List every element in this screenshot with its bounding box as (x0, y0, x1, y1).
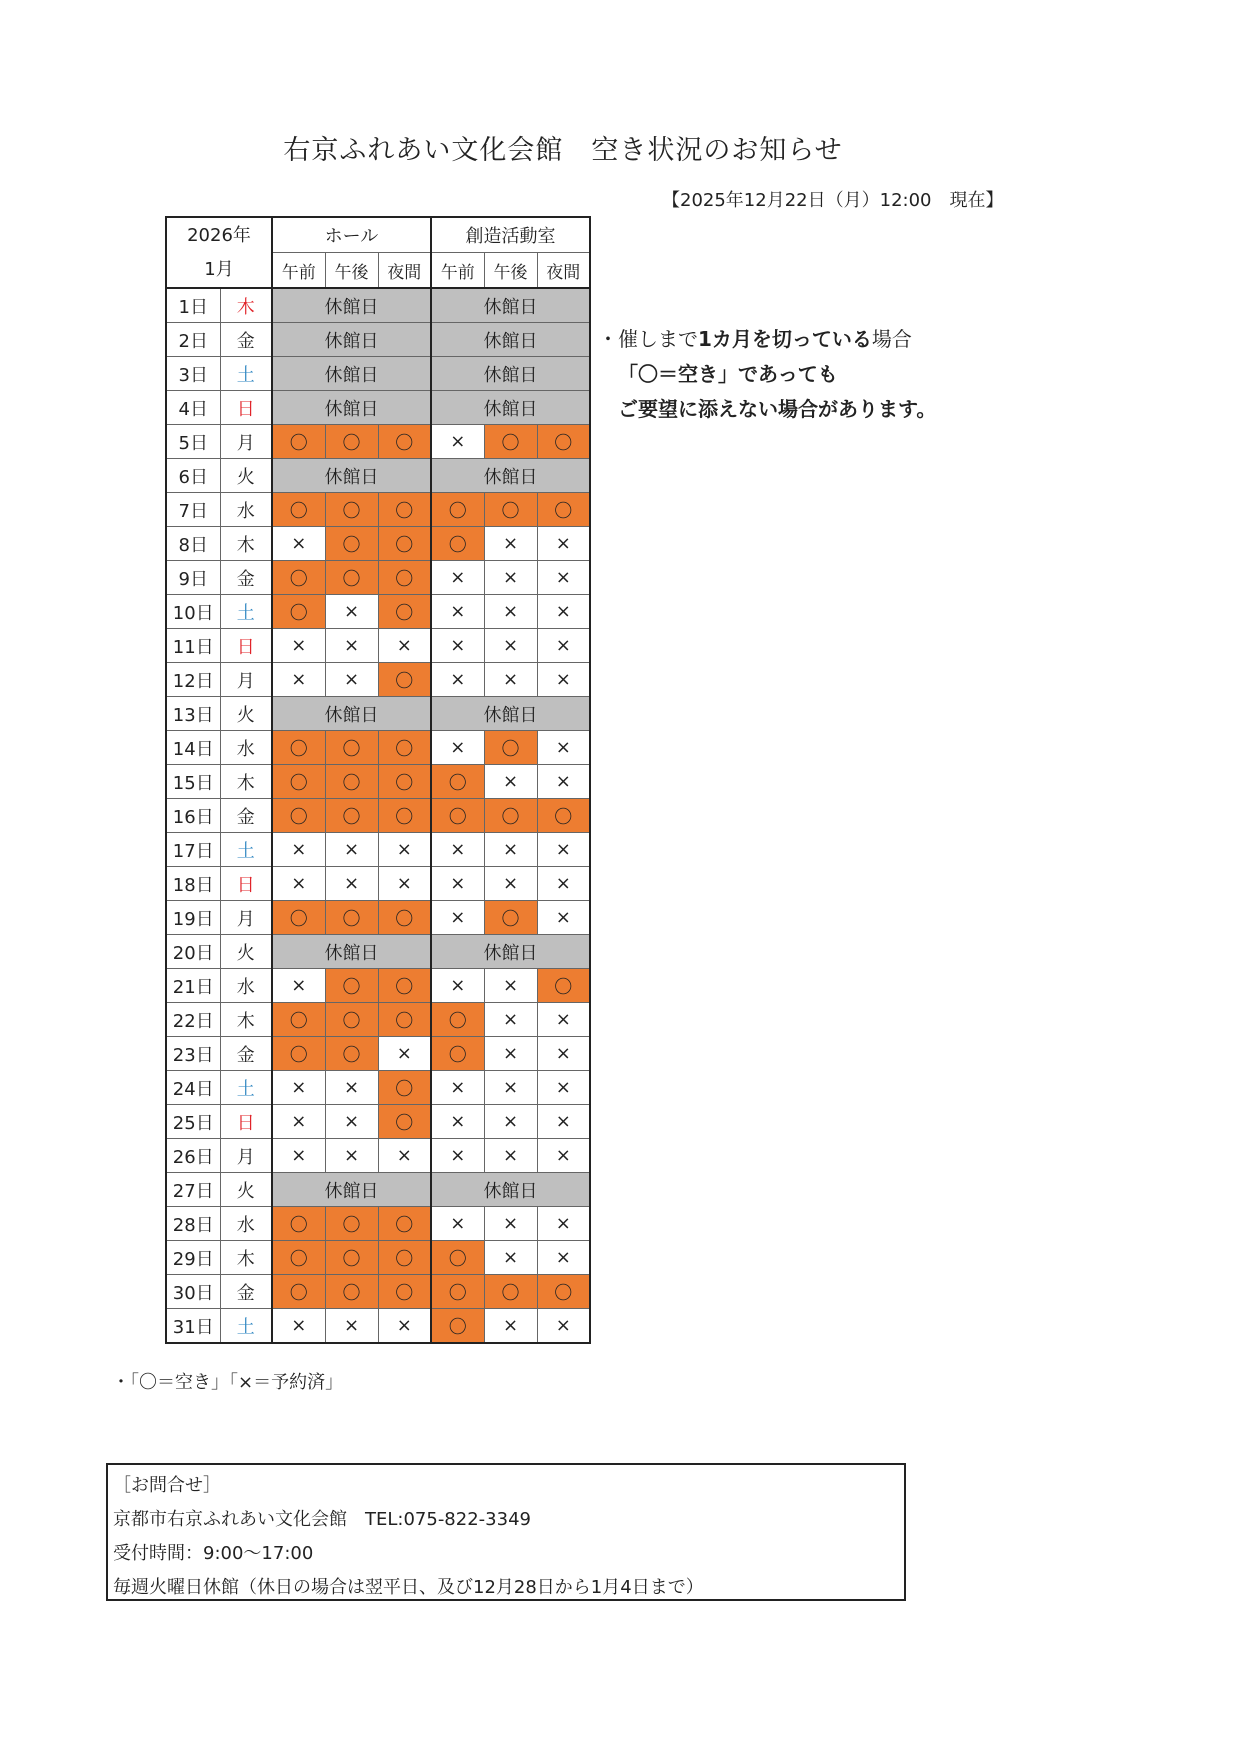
weekday-cell: 土 (220, 357, 272, 391)
available-slot: 〇 (325, 1275, 378, 1309)
contact-hours: 受付時間：9:00～17:00 (113, 1543, 314, 1564)
available-slot: 〇 (431, 765, 484, 799)
table-row (166, 1241, 590, 1275)
weekday-cell: 金 (220, 561, 272, 595)
available-slot: 〇 (431, 1309, 484, 1344)
day-cell: 22日 (166, 1003, 220, 1037)
venue-header-hall: ホール (272, 217, 431, 253)
weekday-cell: 日 (220, 629, 272, 663)
closed-day-cell: 休館日 (431, 459, 590, 493)
booked-slot: × (325, 1105, 378, 1139)
month-label: 1月 (204, 258, 234, 280)
booked-slot: × (272, 1105, 325, 1139)
booked-slot: × (431, 663, 484, 697)
table-row (166, 901, 590, 935)
available-slot: 〇 (378, 901, 431, 935)
booked-slot: × (484, 1037, 537, 1071)
day-cell: 24日 (166, 1071, 220, 1105)
booked-slot: × (537, 527, 590, 561)
weekday-cell: 火 (220, 697, 272, 731)
closed-day-cell: 休館日 (272, 357, 431, 391)
weekday-cell: 木 (220, 288, 272, 323)
year-label: 2026年 (187, 224, 251, 246)
booked-slot: × (378, 1037, 431, 1071)
available-slot: 〇 (484, 493, 537, 527)
page-title: 右京ふれあい文化会館 空き状況のお知らせ (283, 135, 843, 166)
closed-day-cell: 休館日 (431, 391, 590, 425)
table-row (166, 935, 590, 969)
weekday-cell: 日 (220, 1105, 272, 1139)
available-slot: 〇 (272, 1037, 325, 1071)
slot-header: 午後 (325, 253, 378, 289)
booked-slot: × (431, 1105, 484, 1139)
venue-header-studio: 創造活動室 (431, 217, 590, 253)
available-slot: 〇 (272, 1207, 325, 1241)
booked-slot: × (537, 1003, 590, 1037)
booked-slot: × (431, 901, 484, 935)
booked-slot: × (325, 1139, 378, 1173)
table-row (166, 425, 590, 459)
weekday-cell: 木 (220, 1003, 272, 1037)
booked-slot: × (272, 1309, 325, 1344)
weekday-cell: 日 (220, 391, 272, 425)
day-cell: 9日 (166, 561, 220, 595)
day-cell: 6日 (166, 459, 220, 493)
table-row (166, 1037, 590, 1071)
table-row (166, 1173, 590, 1207)
available-slot: 〇 (325, 527, 378, 561)
available-slot: 〇 (378, 561, 431, 595)
available-slot: 〇 (272, 425, 325, 459)
available-slot: 〇 (272, 1241, 325, 1275)
day-cell: 8日 (166, 527, 220, 561)
booked-slot: × (537, 663, 590, 697)
available-slot: 〇 (325, 493, 378, 527)
closed-day-cell: 休館日 (272, 323, 431, 357)
booked-slot: × (484, 765, 537, 799)
table-row (166, 1071, 590, 1105)
day-cell: 11日 (166, 629, 220, 663)
available-slot: 〇 (378, 1275, 431, 1309)
weekday-cell: 火 (220, 935, 272, 969)
booked-slot: × (431, 1139, 484, 1173)
available-slot: 〇 (537, 799, 590, 833)
booked-slot: × (431, 1207, 484, 1241)
booked-slot: × (484, 1241, 537, 1275)
closed-day-cell: 休館日 (272, 391, 431, 425)
available-slot: 〇 (484, 425, 537, 459)
booked-slot: × (325, 663, 378, 697)
day-cell: 14日 (166, 731, 220, 765)
available-slot: 〇 (378, 1003, 431, 1037)
table-row (166, 1207, 590, 1241)
available-slot: 〇 (484, 901, 537, 935)
weekday-cell: 金 (220, 799, 272, 833)
booked-slot: × (537, 561, 590, 595)
available-slot: 〇 (325, 1003, 378, 1037)
table-row (166, 833, 590, 867)
booked-slot: × (431, 969, 484, 1003)
notice-line-1 (598, 322, 936, 357)
table-row (166, 288, 590, 323)
available-slot: 〇 (378, 1207, 431, 1241)
booked-slot: × (431, 833, 484, 867)
day-cell: 31日 (166, 1309, 220, 1344)
available-slot: 〇 (325, 799, 378, 833)
available-slot: 〇 (272, 493, 325, 527)
table-row (166, 697, 590, 731)
booked-slot: × (484, 1003, 537, 1037)
table-row (166, 459, 590, 493)
notice-emphasis: 1カ月を切っている (698, 327, 872, 351)
day-cell: 27日 (166, 1173, 220, 1207)
closed-day-cell: 休館日 (431, 288, 590, 323)
booked-slot: × (537, 1207, 590, 1241)
closed-day-cell: 休館日 (431, 1173, 590, 1207)
available-slot: 〇 (272, 1275, 325, 1309)
available-slot: 〇 (272, 561, 325, 595)
available-slot: 〇 (272, 595, 325, 629)
booked-slot: × (325, 1309, 378, 1344)
available-slot: 〇 (272, 799, 325, 833)
booked-slot: × (537, 1139, 590, 1173)
weekday-cell: 日 (220, 867, 272, 901)
available-slot: 〇 (431, 1241, 484, 1275)
booked-slot: × (484, 663, 537, 697)
available-slot: 〇 (378, 493, 431, 527)
day-cell: 23日 (166, 1037, 220, 1071)
booked-slot: × (378, 1139, 431, 1173)
available-slot: 〇 (378, 425, 431, 459)
weekday-cell: 月 (220, 425, 272, 459)
weekday-cell: 月 (220, 1139, 272, 1173)
available-slot: 〇 (378, 1071, 431, 1105)
weekday-cell: 土 (220, 1071, 272, 1105)
booked-slot: × (431, 425, 484, 459)
contact-heading: ［お問合せ］ (113, 1475, 221, 1496)
booked-slot: × (484, 561, 537, 595)
closed-day-cell: 休館日 (431, 935, 590, 969)
available-slot: 〇 (325, 1207, 378, 1241)
slot-header: 夜間 (378, 253, 431, 289)
weekday-cell: 土 (220, 1309, 272, 1344)
day-cell: 2日 (166, 323, 220, 357)
weekday-cell: 月 (220, 663, 272, 697)
table-row (166, 765, 590, 799)
booked-slot: × (537, 595, 590, 629)
available-slot: 〇 (272, 1003, 325, 1037)
notice-suffix: 場合 (871, 327, 912, 351)
available-slot: 〇 (325, 425, 378, 459)
day-cell: 4日 (166, 391, 220, 425)
table-row (166, 867, 590, 901)
booked-slot: × (272, 629, 325, 663)
booked-slot: × (431, 1071, 484, 1105)
booked-slot: × (537, 867, 590, 901)
slot-header: 夜間 (537, 253, 590, 289)
weekday-cell: 金 (220, 1275, 272, 1309)
table-row (166, 561, 590, 595)
booked-slot: × (431, 595, 484, 629)
year-month-header (166, 217, 272, 288)
booked-slot: × (272, 527, 325, 561)
day-cell: 30日 (166, 1275, 220, 1309)
weekday-cell: 金 (220, 1037, 272, 1071)
booked-slot: × (537, 629, 590, 663)
slot-header: 午前 (272, 253, 325, 289)
table-row (166, 1003, 590, 1037)
day-cell: 20日 (166, 935, 220, 969)
available-slot: 〇 (378, 1105, 431, 1139)
booked-slot: × (484, 1309, 537, 1344)
contact-closure: 毎週火曜日休館（休日の場合は翌平日、及び12月28日から1月4日まで） (113, 1577, 704, 1598)
available-slot: 〇 (431, 527, 484, 561)
available-slot: 〇 (431, 1275, 484, 1309)
available-slot: 〇 (378, 1241, 431, 1275)
weekday-cell: 木 (220, 527, 272, 561)
table-row (166, 357, 590, 391)
available-slot: 〇 (431, 1037, 484, 1071)
day-cell: 10日 (166, 595, 220, 629)
table-row (166, 629, 590, 663)
booked-slot: × (484, 1071, 537, 1105)
table-row (166, 493, 590, 527)
table-row (166, 1105, 590, 1139)
contact-box (106, 1463, 906, 1601)
closed-day-cell: 休館日 (272, 459, 431, 493)
booked-slot: × (325, 1071, 378, 1105)
table-row (166, 969, 590, 1003)
closed-day-cell: 休館日 (272, 935, 431, 969)
weekday-cell: 水 (220, 731, 272, 765)
available-slot: 〇 (325, 765, 378, 799)
available-slot: 〇 (325, 969, 378, 1003)
closed-day-cell: 休館日 (431, 697, 590, 731)
weekday-cell: 水 (220, 1207, 272, 1241)
notice-line-3: ご要望に添えない場合があります。 (618, 397, 937, 421)
day-cell: 26日 (166, 1139, 220, 1173)
booked-slot: × (272, 833, 325, 867)
available-slot: 〇 (378, 765, 431, 799)
booked-slot: × (537, 1309, 590, 1344)
closed-day-cell: 休館日 (431, 323, 590, 357)
slot-header: 午後 (484, 253, 537, 289)
booked-slot: × (378, 833, 431, 867)
contact-line: 京都市右京ふれあい文化会館 TEL:075-822-3349 (113, 1509, 531, 1530)
table-row (166, 391, 590, 425)
available-slot: 〇 (378, 527, 431, 561)
schedule-body (166, 288, 590, 1343)
closed-day-cell: 休館日 (272, 288, 431, 323)
booked-slot: × (325, 833, 378, 867)
available-slot: 〇 (272, 765, 325, 799)
day-cell: 3日 (166, 357, 220, 391)
booked-slot: × (431, 629, 484, 663)
booked-slot: × (272, 969, 325, 1003)
available-slot: 〇 (325, 731, 378, 765)
booked-slot: × (431, 561, 484, 595)
booked-slot: × (537, 1037, 590, 1071)
available-slot: 〇 (325, 1037, 378, 1071)
weekday-cell: 土 (220, 595, 272, 629)
booked-slot: × (537, 1241, 590, 1275)
weekday-cell: 火 (220, 1173, 272, 1207)
weekday-cell: 月 (220, 901, 272, 935)
booked-slot: × (484, 969, 537, 1003)
availability-table (165, 216, 591, 1344)
table-row (166, 1139, 590, 1173)
table-row (166, 527, 590, 561)
booked-slot: × (272, 867, 325, 901)
day-cell: 13日 (166, 697, 220, 731)
table-row (166, 1309, 590, 1344)
booked-slot: × (537, 1071, 590, 1105)
day-cell: 12日 (166, 663, 220, 697)
notice-prefix: ・催しまで (598, 327, 698, 351)
booked-slot: × (378, 1309, 431, 1344)
booked-slot: × (325, 629, 378, 663)
booked-slot: × (484, 1207, 537, 1241)
available-slot: 〇 (537, 425, 590, 459)
available-slot: 〇 (431, 1003, 484, 1037)
available-slot: 〇 (484, 731, 537, 765)
available-slot: 〇 (325, 1241, 378, 1275)
timestamp: 【2025年12月22日（月）12:00 現在】 (662, 190, 1004, 211)
legend: ・「〇＝空き」「×＝予約済」 (112, 1372, 344, 1393)
available-slot: 〇 (378, 799, 431, 833)
booked-slot: × (378, 629, 431, 663)
weekday-cell: 金 (220, 323, 272, 357)
available-slot: 〇 (537, 969, 590, 1003)
day-cell: 19日 (166, 901, 220, 935)
available-slot: 〇 (537, 493, 590, 527)
day-cell: 5日 (166, 425, 220, 459)
notice (598, 322, 936, 427)
booked-slot: × (484, 1105, 537, 1139)
booked-slot: × (484, 527, 537, 561)
available-slot: 〇 (325, 561, 378, 595)
booked-slot: × (537, 1105, 590, 1139)
available-slot: 〇 (378, 663, 431, 697)
available-slot: 〇 (378, 969, 431, 1003)
day-cell: 29日 (166, 1241, 220, 1275)
day-cell: 7日 (166, 493, 220, 527)
table-row (166, 663, 590, 697)
weekday-cell: 木 (220, 765, 272, 799)
day-cell: 1日 (166, 288, 220, 323)
booked-slot: × (325, 595, 378, 629)
weekday-cell: 木 (220, 1241, 272, 1275)
booked-slot: × (272, 663, 325, 697)
day-cell: 15日 (166, 765, 220, 799)
booked-slot: × (484, 1139, 537, 1173)
notice-line-2: 「〇＝空き」であっても (618, 362, 838, 386)
available-slot: 〇 (378, 731, 431, 765)
weekday-cell: 水 (220, 969, 272, 1003)
table-row (166, 323, 590, 357)
booked-slot: × (431, 867, 484, 901)
booked-slot: × (272, 1071, 325, 1105)
slot-header: 午前 (431, 253, 484, 289)
day-cell: 25日 (166, 1105, 220, 1139)
booked-slot: × (272, 1139, 325, 1173)
booked-slot: × (325, 867, 378, 901)
available-slot: 〇 (484, 799, 537, 833)
booked-slot: × (484, 595, 537, 629)
available-slot: 〇 (537, 1275, 590, 1309)
weekday-cell: 火 (220, 459, 272, 493)
day-cell: 17日 (166, 833, 220, 867)
table-row (166, 799, 590, 833)
booked-slot: × (431, 731, 484, 765)
closed-day-cell: 休館日 (272, 697, 431, 731)
day-cell: 16日 (166, 799, 220, 833)
day-cell: 21日 (166, 969, 220, 1003)
available-slot: 〇 (272, 731, 325, 765)
day-cell: 28日 (166, 1207, 220, 1241)
day-cell: 18日 (166, 867, 220, 901)
booked-slot: × (484, 833, 537, 867)
booked-slot: × (537, 833, 590, 867)
available-slot: 〇 (484, 1275, 537, 1309)
booked-slot: × (484, 867, 537, 901)
weekday-cell: 土 (220, 833, 272, 867)
table-row (166, 731, 590, 765)
booked-slot: × (537, 731, 590, 765)
booked-slot: × (484, 629, 537, 663)
booked-slot: × (537, 901, 590, 935)
table-row (166, 595, 590, 629)
available-slot: 〇 (431, 799, 484, 833)
available-slot: 〇 (431, 493, 484, 527)
table-row (166, 1275, 590, 1309)
closed-day-cell: 休館日 (272, 1173, 431, 1207)
available-slot: 〇 (378, 595, 431, 629)
booked-slot: × (378, 867, 431, 901)
available-slot: 〇 (325, 901, 378, 935)
booked-slot: × (537, 765, 590, 799)
available-slot: 〇 (272, 901, 325, 935)
closed-day-cell: 休館日 (431, 357, 590, 391)
weekday-cell: 水 (220, 493, 272, 527)
